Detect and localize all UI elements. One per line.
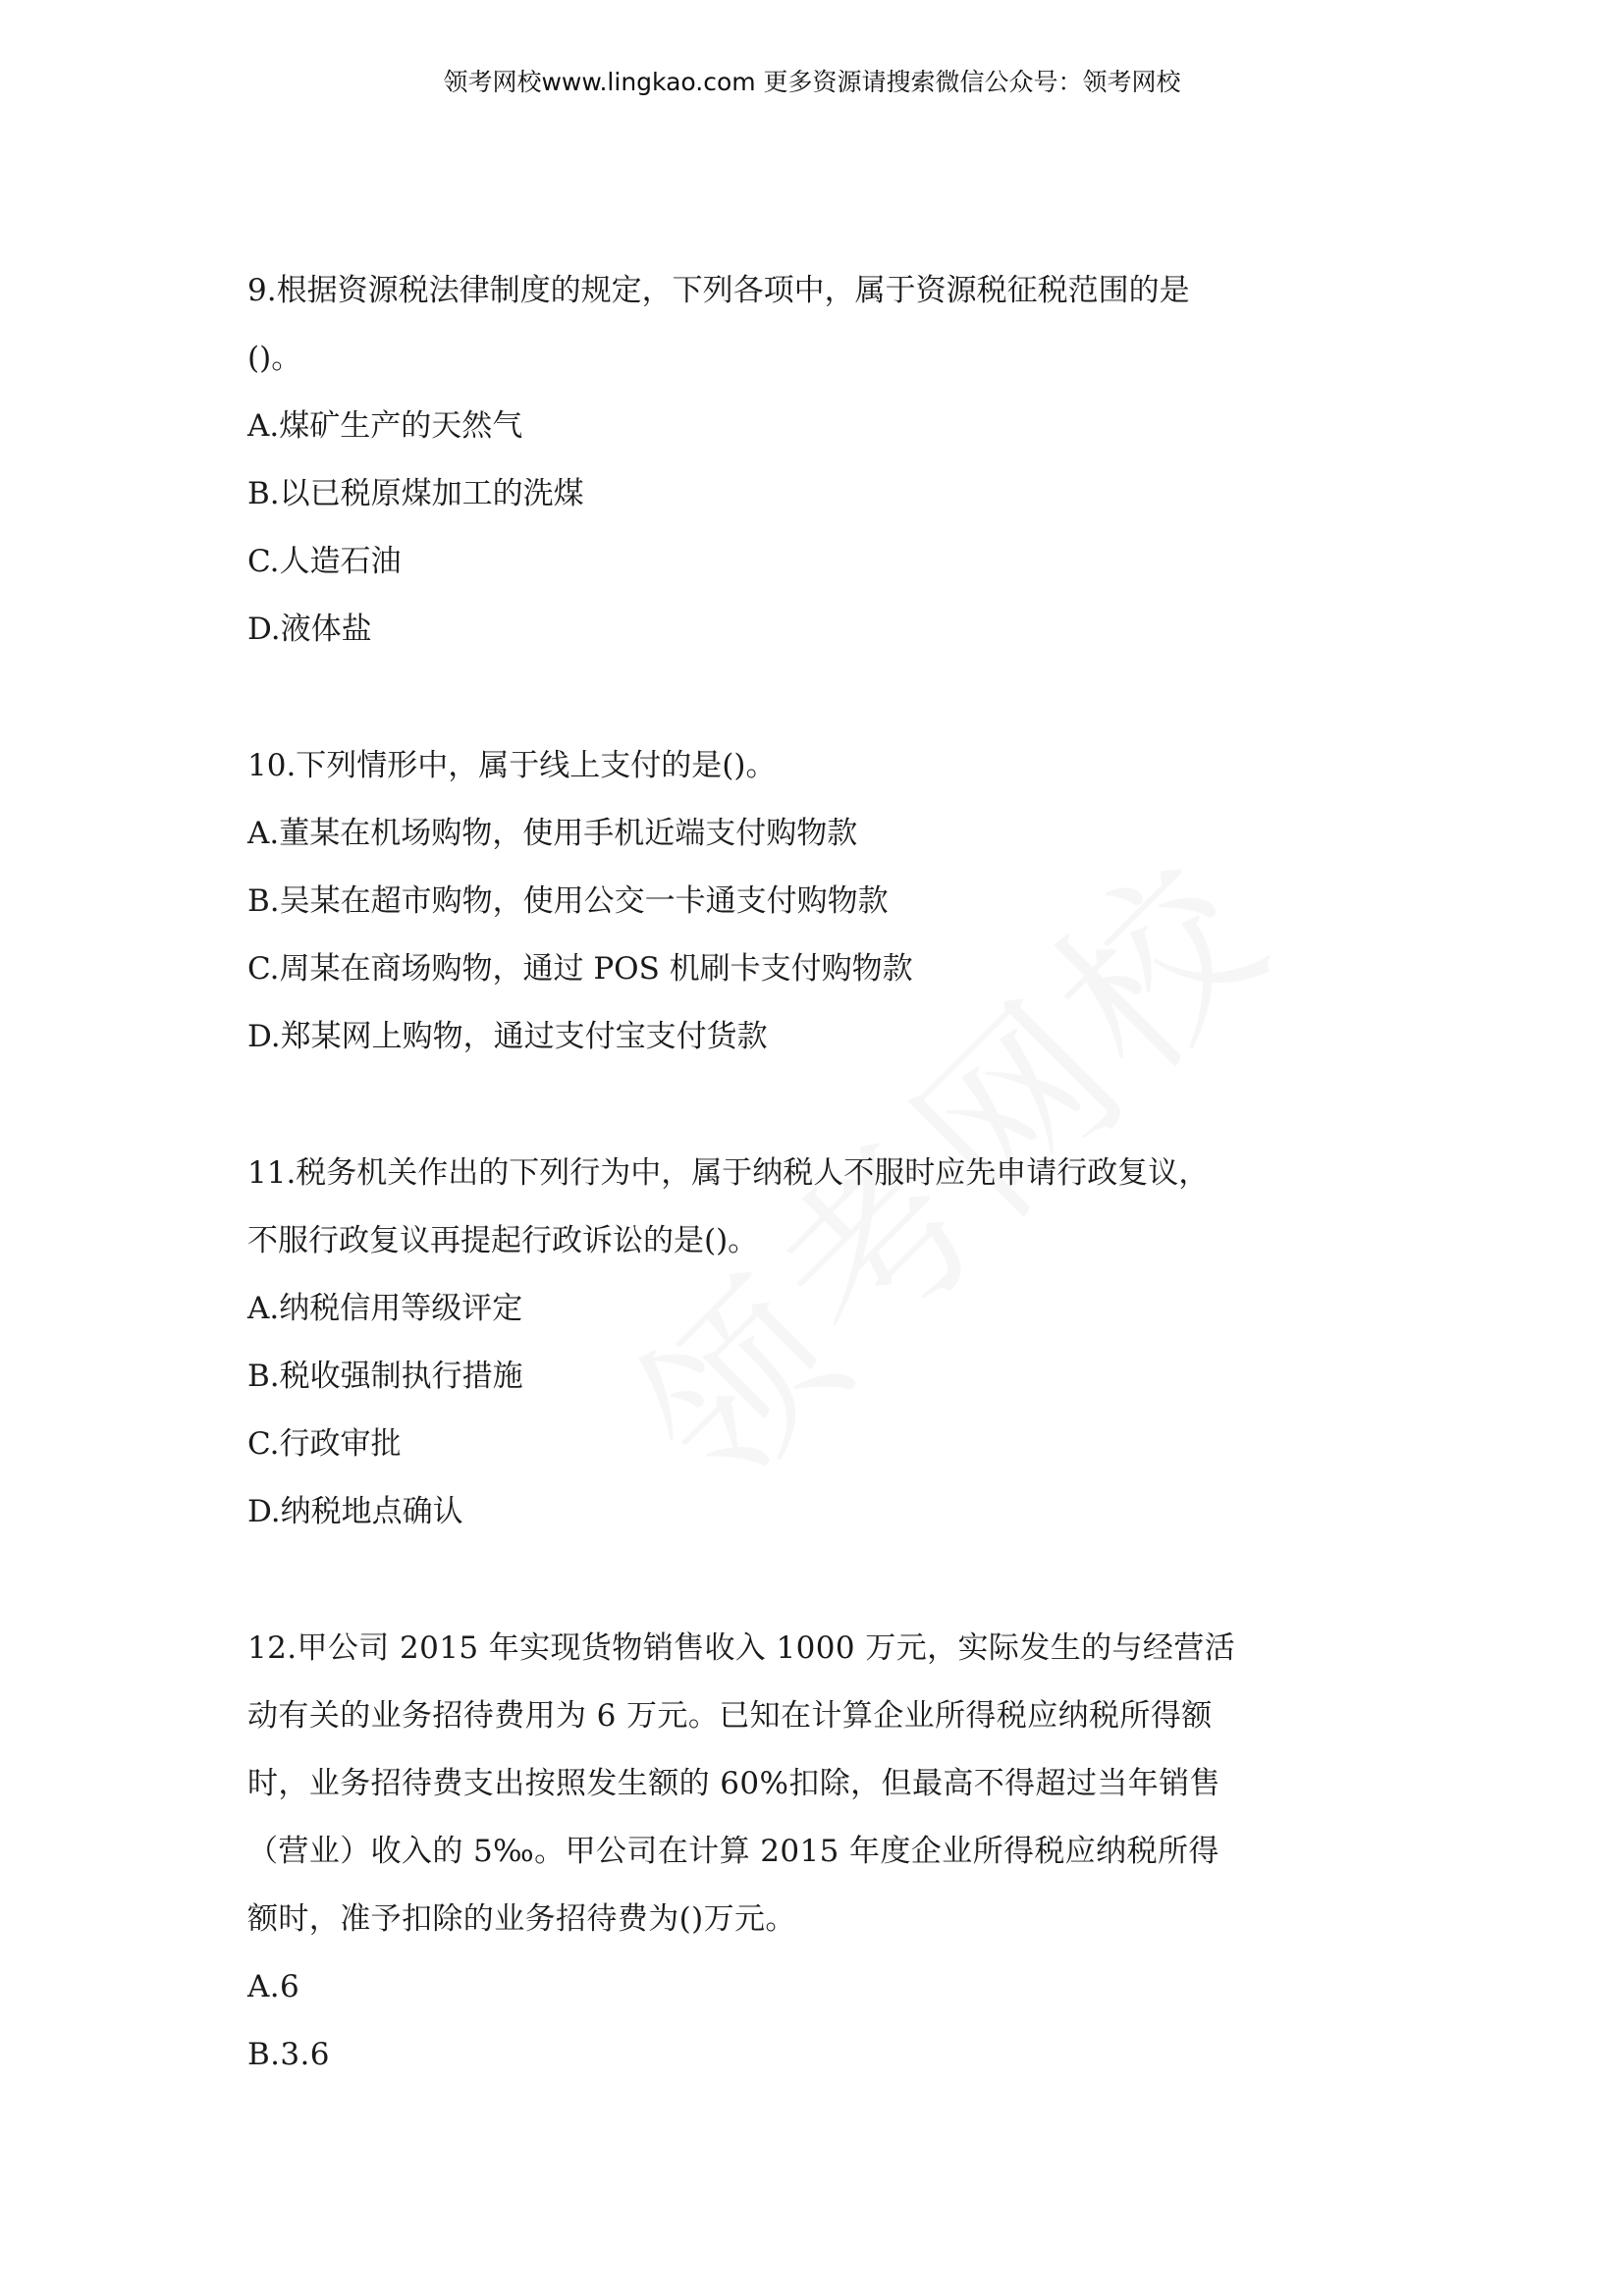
question-stem: 10.下列情形中，属于线上支付的是()。: [247, 748, 777, 783]
question-stem: 不服行政复议再提起行政诉讼的是()。: [247, 1223, 759, 1258]
option-b: B.3.6: [247, 2037, 330, 2072]
option-c: C.行政审批: [247, 1426, 402, 1462]
option-b: B.以已税原煤加工的洗煤: [247, 476, 584, 511]
option-b: B.吴某在超市购物，使用公交一卡通支付购物款: [247, 883, 889, 919]
question-stem: （营业）收入的 5‰。甲公司在计算 2015 年度企业所得税应纳税所得: [247, 1834, 1219, 1869]
option-a: A.纳税信用等级评定: [247, 1291, 523, 1326]
option-d: D.纳税地点确认: [247, 1494, 463, 1529]
option-a: A.董某在机场购物，使用手机近端支付购物款: [247, 816, 858, 851]
option-c: C.人造石油: [247, 544, 402, 579]
question-stem: 12.甲公司 2015 年实现货物销售收入 1000 万元，实际发生的与经营活: [247, 1630, 1236, 1666]
question-stem: 动有关的业务招待费用为 6 万元。已知在计算企业所得税应纳税所得额: [247, 1698, 1213, 1734]
option-a: A.煤矿生产的天然气: [247, 408, 523, 444]
question-12: [247, 1615, 1288, 2089]
option-c: C.周某在商场购物，通过 POS 机刷卡支付购物款: [247, 951, 913, 987]
option-a: A.6: [247, 1969, 300, 2004]
question-9: [247, 257, 1288, 664]
question-stem: 9.根据资源税法律制度的规定，下列各项中，属于资源税征税范围的是: [247, 273, 1190, 308]
question-stem: ()。: [247, 341, 302, 376]
option-d: D.郑某网上购物，通过支付宝支付货款: [247, 1019, 768, 1054]
question-stem: 时，业务招待费支出按照发生额的 60%扣除，但最高不得超过当年销售: [247, 1766, 1220, 1801]
option-d: D.液体盐: [247, 612, 372, 647]
question-10: [247, 732, 1288, 1071]
question-stem: 11.税务机关作出的下列行为中，属于纳税人不服时应先申请行政复议，: [247, 1155, 1210, 1191]
question-stem: 额时，准予扣除的业务招待费为()万元。: [247, 1901, 796, 1937]
question-list: [247, 257, 1288, 2158]
option-b: B.税收强制执行措施: [247, 1359, 523, 1394]
question-11: [247, 1140, 1288, 1546]
page-header: 领考网校www.lingkao.com 更多资源请搜索微信公众号：领考网校: [443, 68, 1181, 96]
